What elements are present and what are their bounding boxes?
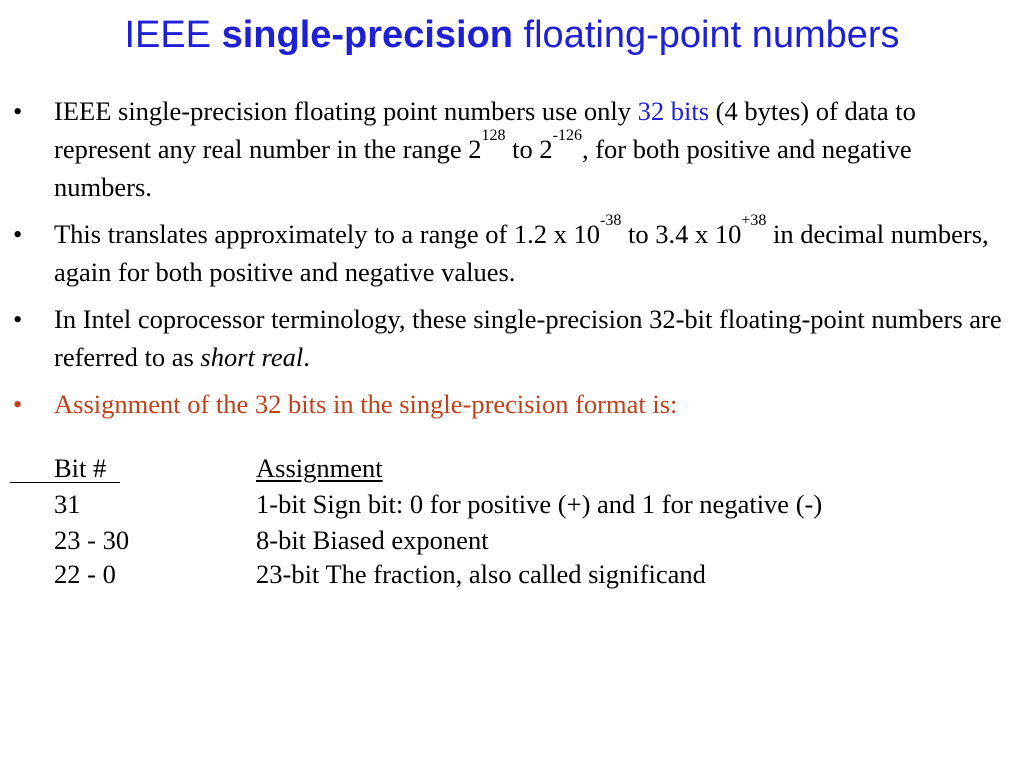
bullet-marker: •: [13, 389, 23, 419]
bullet-3: [0, 300, 1024, 376]
row-bit: 31: [54, 489, 81, 519]
bullet-1-text-b: (4 bytes) of data to represent any real number in the range 2: [54, 96, 916, 164]
bullet-1: [0, 92, 1024, 206]
table-header: [0, 450, 1024, 486]
bullet-marker: •: [13, 304, 23, 334]
bullet-2-text-a: This translates approximately to a range of 1.2 x 10: [54, 219, 601, 249]
title-part1: IEEE: [124, 14, 222, 56]
header-bit: Bit #: [54, 453, 107, 483]
row-bit: 23 - 30: [54, 525, 130, 555]
bullet-marker: •: [13, 219, 23, 249]
slide-title: [0, 14, 1024, 57]
table-row: [0, 486, 1024, 522]
bullet-1-text-d: , for both positive and negative numbers.: [54, 134, 912, 202]
title-part2: floating-point numbers: [513, 14, 900, 56]
exponent-plus-38: +38: [741, 212, 767, 229]
row-assignment: 1-bit Sign bit: 0 for positive (+) and 1 for negative (-): [256, 489, 823, 519]
table-row: [0, 522, 1024, 556]
bullet-1-text-c: to 2: [505, 134, 553, 164]
exponent-minus-126: -126: [552, 127, 582, 144]
bullet-2-text-b: to 3.4 x 10: [621, 219, 742, 249]
bullet-2: [0, 212, 1024, 291]
bullet-list: [0, 92, 1024, 432]
row-assignment: 8-bit Biased exponent: [256, 525, 489, 555]
bullet-1-text-a: IEEE single-precision floating point numbers use only: [54, 96, 638, 126]
table-row: [0, 556, 1024, 592]
exponent-128: 128: [481, 127, 506, 144]
term-short-real: short real: [200, 342, 304, 372]
bullet-3-text-a: In Intel coprocessor terminology, these single-precision 32-bit floating-point numbers are referred to as: [54, 304, 1002, 372]
bullet-4: [0, 385, 1024, 423]
row-bit: 22 - 0: [54, 559, 116, 589]
header-assignment: Assignment: [256, 453, 383, 483]
row-assignment: 23-bit The fraction, also called significand: [256, 559, 706, 589]
bullet-4-text: Assignment of the 32 bits in the single-precision format is:: [54, 389, 678, 419]
title-bold: single-precision: [221, 14, 513, 56]
highlight-32-bits: 32 bits: [637, 96, 710, 126]
exponent-minus-38: -38: [600, 212, 622, 229]
bullet-2-text-c: in decimal numbers, again for both positive and negative values.: [54, 219, 989, 287]
bullet-3-text-b: .: [303, 342, 310, 372]
bit-assignment-table: [0, 450, 1024, 592]
bullet-marker: •: [13, 96, 23, 126]
